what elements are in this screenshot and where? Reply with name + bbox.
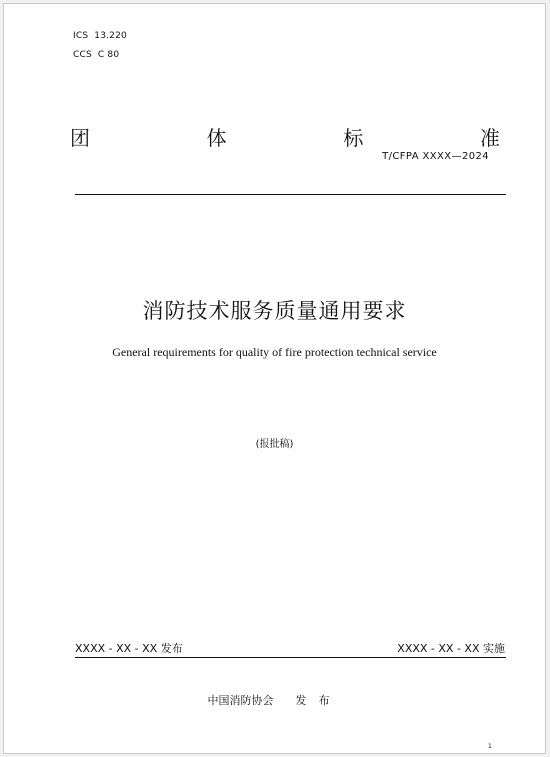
document-title-chinese: 消防技术服务质量通用要求	[142, 299, 407, 323]
ccs-classification	[73, 50, 119, 60]
standard-type-heading	[70, 122, 500, 151]
standard-type-char: 体	[206, 126, 227, 150]
header-divider	[75, 194, 506, 195]
document-page	[3, 3, 546, 754]
standard-type-char: 团	[70, 126, 90, 150]
footer-divider	[75, 657, 506, 658]
standard-type-char: 标	[343, 126, 364, 150]
ccs-label: CCS	[73, 50, 92, 60]
draft-status: (报批稿)	[255, 439, 294, 450]
standard-type-char: 准	[479, 126, 500, 150]
standard-number: T/CFPA XXXX—2024	[382, 151, 489, 162]
release-date: XXXX - XX - XX 发布	[75, 642, 183, 655]
ics-classification	[73, 31, 127, 41]
ics-code: 13.220	[94, 31, 127, 41]
page-number: 1	[488, 743, 492, 750]
issuing-organization	[4, 692, 545, 708]
issuer-verb: 发布	[295, 694, 342, 707]
document-title-english: General requirements for quality of fire protection technical service	[112, 345, 437, 359]
ics-label: ICS	[73, 31, 89, 41]
ccs-code: C 80	[97, 50, 120, 60]
issuer-name: 中国消防协会	[207, 694, 274, 707]
implementation-date: XXXX - XX - XX 实施	[397, 642, 505, 655]
